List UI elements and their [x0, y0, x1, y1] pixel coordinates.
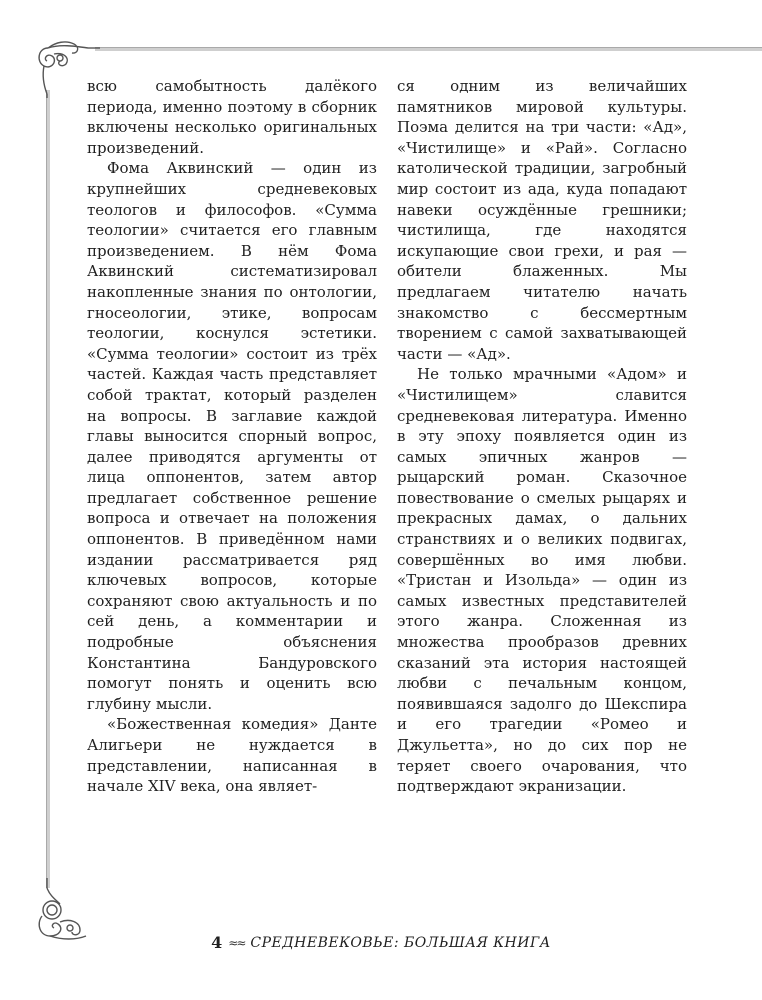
- paragraph: «Божественная комедия» Данте Алигьери не нуждается в представлении, написанная в начале XIV века, она являет-: [87, 715, 377, 796]
- top-border-line: [95, 47, 762, 51]
- page-footer: [0, 933, 762, 952]
- left-border-line: [46, 90, 50, 888]
- right-text-column: [397, 76, 687, 797]
- left-text-column: [87, 76, 377, 797]
- paragraph: всю самобытность далёкого периода, именно поэтому в сборник включены несколько оригинальных произведений.: [87, 77, 377, 157]
- paragraph: ся одним из величайших памятников мировой культуры. Поэма делится на три части: «Ад», «Чистилище» и «Рай». Согласно католической традиции, загробный мир состоит из ада, куда попадают навеки осуждённые грешники; чистилища, где находятся искупающие свои грехи, и рая — обители блаженных. Мы предлагаем читателю начать знакомство с бессмертным творением с самой захватывающей части — «Ад».: [397, 77, 687, 363]
- running-title: СРЕДНЕВЕКОВЬЕ: БОЛЬШАЯ КНИГА: [250, 934, 551, 951]
- paragraph: Фома Аквинский — один из крупнейших средневековых теологов и философов. «Сумма теологии» считается его главным произведением. В нём Фома Аквинский систематизировал накопленные знания по онтологии, гносеологии, этике, вопросам теологии, коснулся эстетики. «Сумма теологии» состоит из трёх частей. Каждая часть представляет собой трактат, который разделен на вопросы. В заглавие каждой главы выносится спорный вопрос, далее приводятся аргументы от лица оппонентов, затем автор предлагает собственное решение вопроса и отвечает на положения оппонентов. В приведённом нами издании рассматривается ряд ключевых вопросов, которые сохраняют свою актуальность и по сей день, а комментарии и подробные объяснения Константина Бандуровского помогут понять и оценить всю глубину мысли.: [87, 159, 377, 713]
- paragraph: Не только мрачными «Адом» и «Чистилищем» славится средневековая литература. Именно в эту эпоху появляется один из самых эпичных жанров — рыцарский роман. Сказочное повествование о смелых рыцарях и прекрасных дамах, о дальних странствиях и о великих подвигах, совершённых во имя любви. «Тристан и Изольда» — один из самых известных представителей этого жанра. Сложенная из множества прообразов древних сказаний эта история настоящей любви с печальным концом, появившаяся задолго до Шекспира и его трагедии «Ромео и Джульетта», но до сих пор не теряет своего очарования, что подтверждают экранизации.: [397, 365, 687, 796]
- page-number: 4: [211, 933, 223, 952]
- footer-ornament-icon: ≈≈: [228, 935, 245, 950]
